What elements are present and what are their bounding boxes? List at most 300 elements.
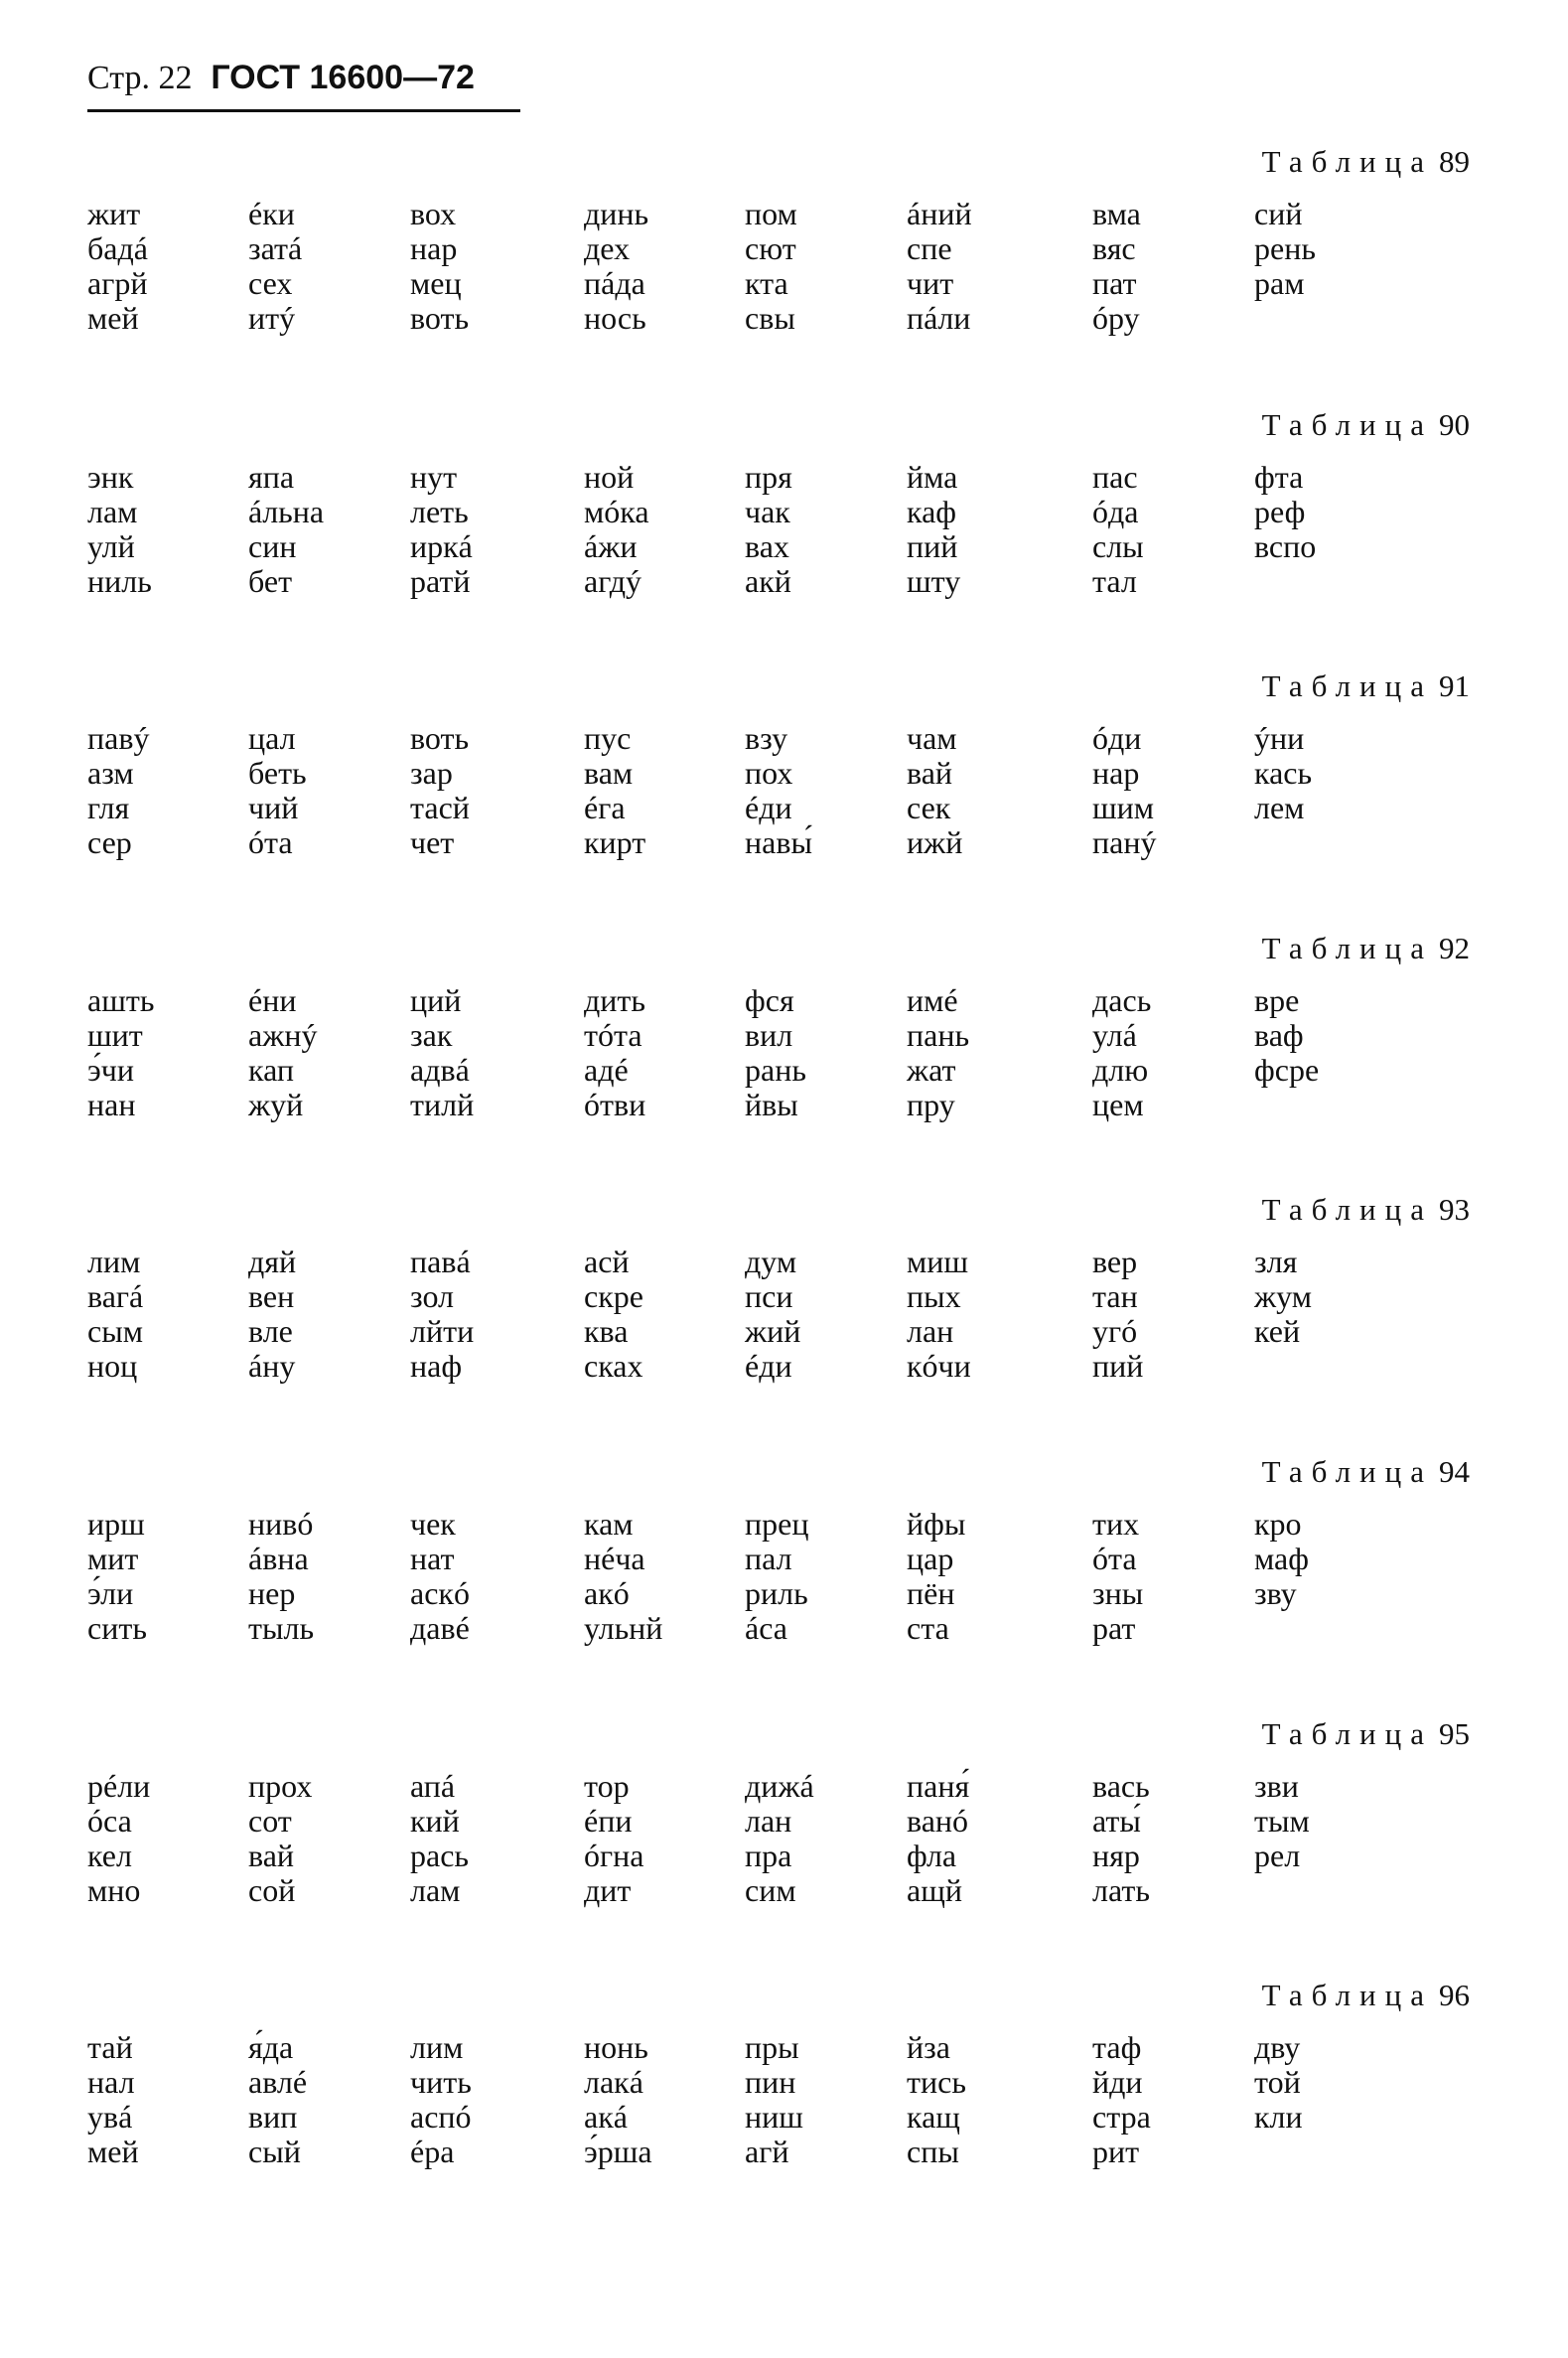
word-cell: рел — [1254, 1838, 1301, 1873]
table-column — [745, 721, 904, 860]
word-cell: пён — [907, 1575, 955, 1611]
word-table — [0, 144, 1568, 382]
table-column — [87, 983, 246, 1122]
word-cell: энк — [87, 459, 134, 495]
word-cell: éки — [248, 196, 295, 231]
word-cell: áса — [745, 1610, 787, 1646]
table-column — [907, 2030, 1066, 2169]
table-column — [410, 1245, 569, 1384]
word-cell: тал — [1092, 563, 1137, 599]
table-column — [745, 1245, 904, 1384]
word-cell: пáли — [907, 300, 971, 336]
word-cell: аскó — [410, 1575, 470, 1611]
word-cell: óтви — [584, 1087, 646, 1122]
word-cell: óта — [1092, 1541, 1137, 1576]
word-cell: сках — [584, 1348, 643, 1384]
word-cell: лим — [87, 1244, 141, 1279]
word-cell: нан — [87, 1087, 136, 1122]
word-cell: паня́ — [907, 1768, 970, 1804]
word-cell: мно — [87, 1872, 141, 1908]
table-grid — [0, 460, 1568, 599]
word-cell: рась — [410, 1838, 469, 1873]
word-cell: зви — [1254, 1768, 1299, 1804]
word-cell: тыль — [248, 1610, 315, 1646]
word-cell: ащй — [907, 1872, 962, 1908]
word-cell: ажнý — [248, 1017, 318, 1053]
table-column — [745, 983, 904, 1122]
word-cell: мей — [87, 300, 139, 336]
word-cell: свы — [745, 300, 795, 336]
word-cell: пра — [745, 1838, 792, 1873]
word-cell: ратй — [410, 563, 471, 599]
word-cell: асй — [584, 1244, 630, 1279]
table-column — [1092, 1769, 1251, 1908]
word-cell: нер — [248, 1575, 296, 1611]
word-cell: йвы — [745, 1087, 798, 1122]
word-cell: пал — [745, 1541, 792, 1576]
word-cell: сим — [745, 1872, 796, 1908]
word-cell: вип — [248, 2099, 298, 2135]
table-caption-label: Таблица — [1261, 668, 1433, 703]
word-cell: дум — [745, 1244, 797, 1279]
word-cell: сым — [87, 1313, 143, 1349]
word-cell: зву — [1254, 1575, 1297, 1611]
table-column — [87, 1507, 246, 1646]
word-cell: вагá — [87, 1278, 144, 1314]
word-cell: бадá — [87, 230, 148, 266]
table-column — [907, 1507, 1066, 1646]
word-cell: вен — [248, 1278, 295, 1314]
word-cell: гля — [87, 790, 130, 825]
table-column — [410, 983, 569, 1122]
word-table — [0, 931, 1568, 1169]
word-cell: лим — [410, 2029, 464, 2065]
word-cell: цем — [1092, 1087, 1144, 1122]
word-cell: каф — [907, 494, 956, 529]
word-cell: чит — [907, 265, 954, 301]
word-cell: динь — [584, 196, 649, 231]
word-cell: дяй — [248, 1244, 297, 1279]
word-cell: ульнй — [584, 1610, 663, 1646]
table-number: 91 — [1439, 668, 1470, 703]
word-cell: ваф — [1254, 1017, 1304, 1053]
word-cell: нат — [410, 1541, 455, 1576]
table-column — [248, 1507, 407, 1646]
table-number: 93 — [1439, 1192, 1470, 1227]
word-cell: сек — [907, 790, 951, 825]
table-number: 96 — [1439, 1978, 1470, 2012]
word-cell: пас — [1092, 459, 1138, 495]
word-cell: ста — [907, 1610, 949, 1646]
word-cell: пий — [1092, 1348, 1144, 1384]
word-cell: áвна — [248, 1541, 309, 1576]
word-cell: ноц — [87, 1348, 138, 1384]
word-cell: агдý — [584, 563, 642, 599]
word-cell: éди — [745, 790, 792, 825]
word-cell: панý — [1092, 824, 1157, 860]
word-cell: вяс — [1092, 230, 1136, 266]
word-cell: дву — [1254, 2029, 1301, 2065]
table-column — [745, 460, 904, 599]
table-column — [1092, 983, 1251, 1122]
word-cell: спы — [907, 2134, 959, 2169]
word-cell: лан — [907, 1313, 954, 1349]
word-cell: взу — [745, 720, 788, 756]
word-cell: óгна — [584, 1838, 644, 1873]
word-cell: зля — [1254, 1244, 1298, 1279]
word-cell: нось — [584, 300, 646, 336]
word-cell: óта — [248, 824, 293, 860]
word-cell: ной — [584, 459, 635, 495]
word-cell: кащ — [907, 2099, 960, 2135]
word-cell: зны — [1092, 1575, 1144, 1611]
table-caption-label: Таблица — [1261, 1716, 1433, 1751]
word-cell: шим — [1092, 790, 1155, 825]
word-cell: шту — [907, 563, 961, 599]
word-cell: дит — [584, 1872, 632, 1908]
word-cell: нонь — [584, 2029, 648, 2065]
word-cell: прох — [248, 1768, 313, 1804]
word-cell: óди — [1092, 720, 1142, 756]
word-cell: лйти — [410, 1313, 475, 1349]
word-cell: тилй — [410, 1087, 475, 1122]
word-cell: нар — [410, 230, 458, 266]
word-cell: слы — [1092, 528, 1144, 564]
table-caption — [1262, 144, 1470, 180]
word-cell: пий — [907, 528, 958, 564]
word-cell: дех — [584, 230, 631, 266]
word-cell: зак — [410, 1017, 453, 1053]
word-cell: пру — [907, 1087, 955, 1122]
table-number: 95 — [1439, 1716, 1470, 1751]
word-cell: дижá — [745, 1768, 814, 1804]
word-cell: нивó — [248, 1506, 314, 1542]
word-cell: рит — [1092, 2134, 1140, 2169]
table-column — [87, 721, 246, 860]
table-column — [87, 1245, 246, 1384]
word-cell: чек — [410, 1506, 456, 1542]
table-column — [248, 197, 407, 336]
word-cell: агй — [745, 2134, 789, 2169]
table-grid — [0, 1245, 1568, 1384]
word-cell: óда — [1092, 494, 1139, 529]
word-cell: éра — [410, 2134, 455, 2169]
word-cell: сот — [248, 1803, 292, 1839]
word-cell: йфы — [907, 1506, 966, 1542]
table-grid — [0, 1507, 1568, 1646]
table-column — [1254, 1245, 1413, 1349]
word-cell: тих — [1092, 1506, 1140, 1542]
word-cell: чет — [410, 824, 455, 860]
word-cell: скре — [584, 1278, 643, 1314]
word-cell: мит — [87, 1541, 139, 1576]
word-table — [0, 1192, 1568, 1430]
table-grid — [0, 2030, 1568, 2169]
word-cell: рень — [1254, 230, 1316, 266]
word-cell: сер — [87, 824, 132, 860]
word-cell: павý — [87, 720, 150, 756]
word-cell: кирт — [584, 824, 646, 860]
standard-code: ГОСТ 16600—72 — [211, 59, 475, 96]
table-column — [1092, 1507, 1251, 1646]
word-cell: сех — [248, 265, 293, 301]
table-column — [1254, 721, 1413, 825]
word-cell: кро — [1254, 1506, 1302, 1542]
table-column — [1092, 721, 1251, 860]
word-cell: нут — [410, 459, 458, 495]
word-cell: син — [248, 528, 297, 564]
word-cell: япа — [248, 459, 295, 495]
table-column — [87, 2030, 246, 2169]
table-grid — [0, 1769, 1568, 1908]
word-cell: фся — [745, 982, 794, 1018]
word-cell: бет — [248, 563, 293, 599]
word-cell: вай — [907, 755, 953, 791]
word-cell: кел — [87, 1838, 132, 1873]
word-cell: вах — [745, 528, 789, 564]
word-cell: стра — [1092, 2099, 1151, 2135]
word-cell: лать — [1092, 1872, 1150, 1908]
word-cell: пань — [907, 1017, 970, 1053]
word-cell: цал — [248, 720, 296, 756]
table-column — [248, 460, 407, 599]
table-column — [584, 721, 743, 860]
table-column — [907, 1769, 1066, 1908]
table-column — [248, 1245, 407, 1384]
word-cell: няр — [1092, 1838, 1140, 1873]
word-cell: ванó — [907, 1803, 969, 1839]
word-cell: áний — [907, 196, 972, 231]
table-caption — [1262, 1978, 1470, 2013]
table-column — [745, 2030, 904, 2169]
table-caption — [1262, 1192, 1470, 1228]
table-column — [1254, 1507, 1413, 1611]
word-cell: сют — [745, 230, 796, 266]
word-cell: тись — [907, 2064, 966, 2100]
word-cell: чить — [410, 2064, 472, 2100]
word-cell: áну — [248, 1348, 296, 1384]
table-caption-label: Таблица — [1261, 1454, 1433, 1489]
table-column — [584, 460, 743, 599]
word-cell: сый — [248, 2134, 301, 2169]
table-column — [907, 197, 1066, 336]
table-column — [410, 721, 569, 860]
word-cell: воть — [410, 300, 470, 336]
word-cell: пáда — [584, 265, 645, 301]
table-number: 89 — [1439, 144, 1470, 179]
table-column — [87, 197, 246, 336]
table-caption-label: Таблица — [1261, 407, 1433, 442]
word-cell: тай — [87, 2029, 133, 2065]
table-number: 94 — [1439, 1454, 1470, 1489]
word-cell: нал — [87, 2064, 135, 2100]
table-column — [248, 983, 407, 1122]
page-number: Стр. 22 — [87, 60, 193, 96]
word-cell: чий — [248, 790, 299, 825]
table-caption-label: Таблица — [1261, 1978, 1433, 2012]
word-cell: маф — [1254, 1541, 1309, 1576]
table-caption — [1262, 931, 1470, 966]
table-column — [584, 1245, 743, 1384]
word-cell: нéча — [584, 1541, 645, 1576]
word-cell: жит — [87, 196, 141, 231]
table-column — [410, 2030, 569, 2169]
table-column — [584, 2030, 743, 2169]
word-cell: дить — [584, 982, 645, 1018]
word-cell: фсре — [1254, 1052, 1320, 1088]
word-cell: óру — [1092, 300, 1140, 336]
table-column — [584, 197, 743, 336]
word-cell: кап — [248, 1052, 294, 1088]
word-cell: вай — [248, 1838, 295, 1873]
word-cell: акá — [584, 2099, 628, 2135]
word-cell: éди — [745, 1348, 792, 1384]
word-cell: сий — [1254, 196, 1303, 231]
word-cell: чам — [907, 720, 957, 756]
table-grid — [0, 197, 1568, 336]
word-cell: йза — [907, 2029, 950, 2065]
word-cell: затá — [248, 230, 303, 266]
table-caption-label: Таблица — [1261, 144, 1433, 179]
word-cell: кась — [1254, 755, 1313, 791]
word-cell: длю — [1092, 1052, 1149, 1088]
word-cell: тым — [1254, 1803, 1310, 1839]
word-cell: лем — [1254, 790, 1305, 825]
table-column — [410, 1769, 569, 1908]
table-column — [745, 197, 904, 336]
word-cell: ижй — [907, 824, 963, 860]
word-cell: пох — [745, 755, 793, 791]
word-cell: фла — [907, 1838, 957, 1873]
table-caption — [1262, 1454, 1470, 1490]
table-column — [410, 1507, 569, 1646]
word-cell: пры — [745, 2029, 799, 2065]
word-cell: той — [1254, 2064, 1301, 2100]
word-cell: авлé — [248, 2064, 308, 2100]
word-cell: угó — [1092, 1313, 1138, 1349]
word-cell: лан — [745, 1803, 792, 1839]
word-cell: наф — [410, 1348, 463, 1384]
word-cell: ашть — [87, 982, 155, 1018]
word-cell: лам — [410, 1872, 461, 1908]
table-number: 90 — [1439, 407, 1470, 442]
word-cell: э́ли — [87, 1575, 134, 1611]
word-cell: азм — [87, 755, 134, 791]
word-cell: цар — [907, 1541, 954, 1576]
word-cell: увá — [87, 2099, 133, 2135]
table-column — [1254, 983, 1413, 1088]
table-grid — [0, 983, 1568, 1122]
word-cell: э́чи — [87, 1052, 134, 1088]
table-grid — [0, 721, 1568, 860]
word-cell: рéли — [87, 1768, 151, 1804]
word-cell: нар — [1092, 755, 1140, 791]
word-cell: éни — [248, 982, 297, 1018]
word-table — [0, 1978, 1568, 2216]
table-column — [584, 983, 743, 1122]
table-column — [87, 1769, 246, 1908]
word-cell: таф — [1092, 2029, 1142, 2065]
word-cell: леть — [410, 494, 469, 529]
word-cell: итý — [248, 300, 296, 336]
word-cell: сой — [248, 1872, 296, 1908]
word-cell: кóчи — [907, 1348, 971, 1384]
word-cell: воть — [410, 720, 470, 756]
word-cell: ква — [584, 1313, 629, 1349]
table-column — [584, 1769, 743, 1908]
word-cell: шит — [87, 1017, 143, 1053]
word-cell: пус — [584, 720, 632, 756]
table-column — [1092, 1245, 1251, 1384]
table-number: 92 — [1439, 931, 1470, 965]
word-cell: тóта — [584, 1017, 642, 1053]
table-caption — [1262, 1716, 1470, 1752]
word-cell: вил — [745, 1017, 793, 1053]
word-cell: беть — [248, 755, 307, 791]
table-column — [410, 197, 569, 336]
word-cell: фта — [1254, 459, 1304, 495]
table-column — [907, 460, 1066, 599]
word-cell: óса — [87, 1803, 132, 1839]
word-cell: пат — [1092, 265, 1137, 301]
word-cell: вась — [1092, 1768, 1150, 1804]
word-cell: сить — [87, 1610, 147, 1646]
table-column — [584, 1507, 743, 1646]
table-column — [907, 1245, 1066, 1384]
word-cell: зар — [410, 755, 453, 791]
word-cell: ций — [410, 982, 462, 1018]
word-cell: пых — [907, 1278, 961, 1314]
word-cell: дась — [1092, 982, 1152, 1018]
word-cell: вспо — [1254, 528, 1317, 564]
table-caption — [1262, 407, 1470, 443]
table-column — [907, 721, 1066, 860]
table-column — [1092, 2030, 1251, 2169]
word-cell: мец — [410, 265, 462, 301]
word-cell: иркá — [410, 528, 473, 564]
word-cell: йди — [1092, 2064, 1143, 2100]
word-cell: я́да — [248, 2029, 294, 2065]
word-cell: адвá — [410, 1052, 470, 1088]
table-column — [87, 460, 246, 599]
table-column — [410, 460, 569, 599]
word-cell: éга — [584, 790, 626, 825]
word-cell: жум — [1254, 1278, 1312, 1314]
word-cell: йма — [907, 459, 958, 495]
table-column — [1092, 197, 1251, 336]
word-cell: апá — [410, 1768, 456, 1804]
word-cell: вох — [410, 196, 457, 231]
word-cell: тор — [584, 1768, 630, 1804]
table-column — [1254, 197, 1413, 301]
word-cell: жат — [907, 1052, 956, 1088]
word-cell: кам — [584, 1506, 634, 1542]
word-cell: жуй — [248, 1087, 304, 1122]
word-cell: рам — [1254, 265, 1305, 301]
word-cell: мóка — [584, 494, 649, 529]
word-table — [0, 668, 1568, 907]
word-cell: улй — [87, 528, 135, 564]
word-cell: акó — [584, 1575, 630, 1611]
word-cell: адé — [584, 1052, 629, 1088]
word-cell: акй — [745, 563, 791, 599]
word-cell: жий — [745, 1313, 801, 1349]
table-caption-label: Таблица — [1261, 1192, 1433, 1227]
table-column — [907, 983, 1066, 1122]
table-column — [745, 1507, 904, 1646]
word-cell: пом — [745, 196, 797, 231]
word-cell: вма — [1092, 196, 1141, 231]
